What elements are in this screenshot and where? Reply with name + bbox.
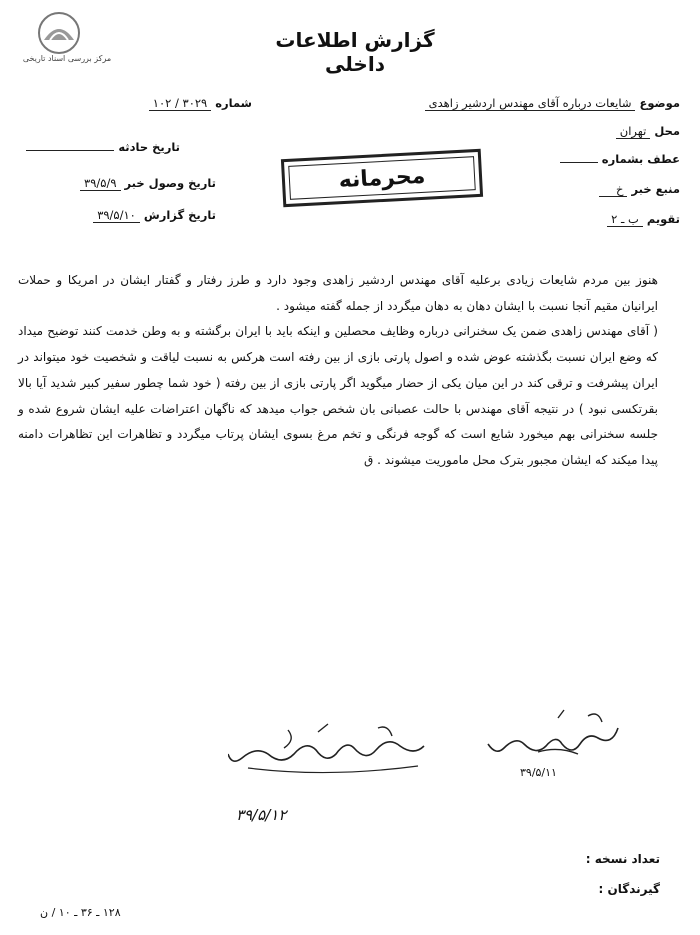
handwritten-signature-left [228,722,428,778]
field-evaluation [607,212,680,227]
field-report-date-value: ۳۹/۵/۱۰ [93,208,140,223]
field-location-label: محل [654,124,680,138]
report-paragraph: هنوز بین مردم شایعات زیادی برعلیه آقای مهندس اردشیر زاهدی وجود دارد و طرز رفتار و گفتار ایشان در امریکا و حملات ایرانیان مقیم آنجا نسبت با ایشان دهان به دهان میگردد از جمله گفته میشود . [18,273,658,313]
field-source-label: منبع خبر [631,182,680,196]
recipients-label: گیرندگان : [598,882,660,896]
copies-count-label: تعداد نسخه : [585,852,660,866]
signature-right-date: ۳۹/۵/۱۱ [520,766,557,779]
field-reference [560,152,680,166]
field-incident-date-value [26,150,114,151]
field-evaluation-value: ب ـ ۲ [607,212,643,227]
field-report-date-label: تاریخ گزارش [143,208,216,222]
field-location [616,124,680,139]
field-source-value: خ [599,182,627,197]
confidential-stamp [281,149,483,207]
archive-logo-caption: مرکز بررسی اسناد تاریخی [22,54,112,63]
footer-form-code: ۱۲۸ ـ ۳۶ ـ ۱۰ / ن [40,906,121,919]
field-source [599,182,680,197]
field-subject-label: موضوع [639,96,680,110]
field-incident-date-label: تاریخ حادثه [118,140,180,154]
field-receipt-date-value: ۳۹/۵/۹ [80,176,120,191]
field-receipt-date-label: تاریخ وصول خبر [124,176,216,190]
field-subject [425,96,680,111]
field-number [149,96,252,111]
signature-left-date: ۳۹/۵/۱۲ [236,806,287,824]
field-subject-value: شایعات درباره آقای مهندس اردشیر زاهدی [425,96,636,111]
field-incident-date [26,140,180,154]
field-receipt-date [80,176,216,191]
confidential-stamp-text: محرمانه [338,163,426,193]
field-evaluation-label: تقویم [646,212,680,226]
field-location-value: تهران [616,124,651,139]
report-body [18,268,658,474]
field-number-label: شماره [215,96,252,110]
field-reference-label: عطف بشماره [601,152,680,166]
field-report-date [93,208,216,223]
document-title: گزارش اطلاعات داخلی [275,28,435,76]
field-number-value: ۳۰۲۹ / ۱۰۲ [149,96,211,111]
report-paragraph: ( آقای مهندس زاهدی ضمن یک سخنرانی درباره وظایف محصلین و اینکه باید با ایران برگشته و به وطن خدمت کنند توضیح میداد که وضع ایران نسبت بگذشته عوض شده و اصول پارتی بازی از بین رفته است هرکس به نسبت لیاقت و شخصیت خود میتواند در ایران پیشرفت و ترقی کند در این میان یکی از حضار میگوید اگر پارتی بازی از بین رفته ( خود شما چطور سفیر کبیر شدید آیا بالا بقرتکسی نبود ) در نتیجه آقای مهندس با حالت عصبانی بان شخص جواب میدهد که ناگهان اعتراضات علیه ایشان شروع شده و جلسه سخنرانی بهم میخورد شایع است که گوجه فرنگی و تخم مرغ بسوی ایشان پرتاب میگردد و تظاهرات این تظاهرات دامنه پیدا میکند که ایشان مجبور بترک محل ماموریت میشوند . ق [18,324,658,467]
field-reference-value [560,162,598,163]
archive-logo-icon [30,10,88,56]
